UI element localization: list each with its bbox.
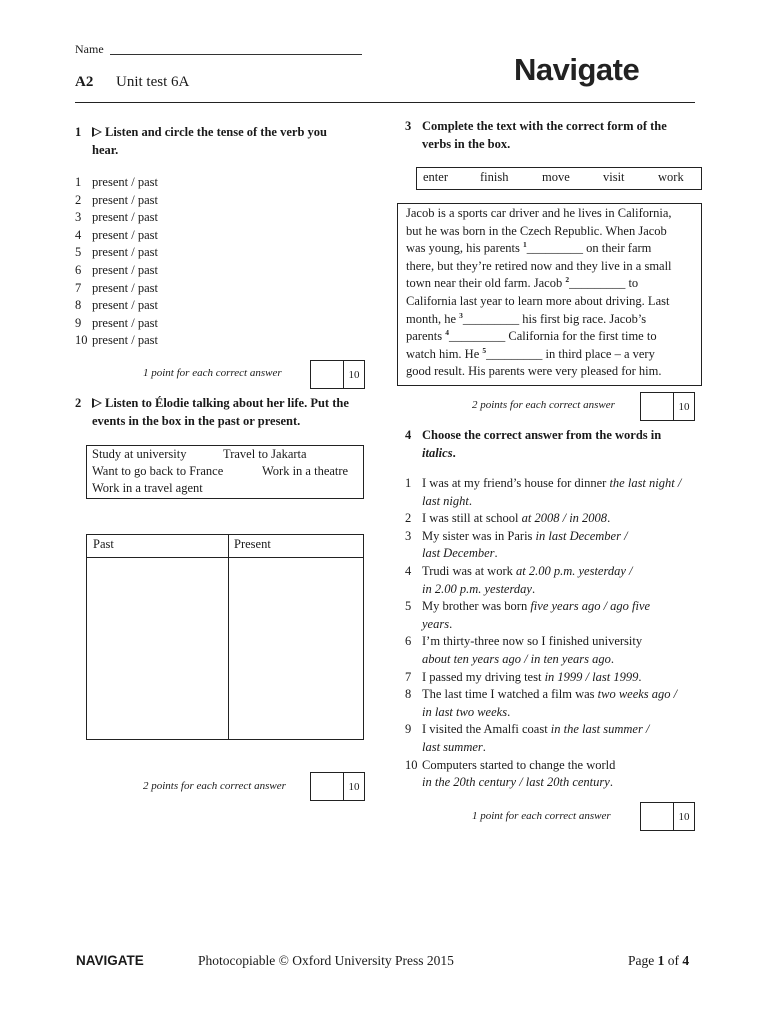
q1-points-note: 1 point for each correct answer xyxy=(143,367,282,379)
answer-options[interactable]: in the last summer / xyxy=(550,722,650,737)
answer-options[interactable]: the last night / xyxy=(609,476,682,490)
answer-options[interactable]: in last two weeks xyxy=(422,704,508,719)
present-column-header: Present xyxy=(234,537,271,551)
footer-page-number xyxy=(628,953,689,969)
q3-instruction-line2: verbs in the box. xyxy=(422,137,511,151)
q1-score-input[interactable] xyxy=(311,361,344,388)
item-text xyxy=(422,598,650,616)
item-text xyxy=(422,704,510,722)
q2-instruction-line2: events in the box in the past or present. xyxy=(92,414,301,428)
list-item xyxy=(75,192,275,210)
sentence-end: . xyxy=(638,669,642,684)
item-text xyxy=(422,545,498,563)
footer-brand: NAVIGATE xyxy=(76,953,144,968)
answer-gap[interactable]: _________ in third place – a very xyxy=(486,346,655,361)
item-options: present / past xyxy=(92,227,158,242)
q3-word: move xyxy=(542,170,570,184)
answer-options[interactable]: last night xyxy=(422,493,469,508)
sentence-text: The last time I watched a film was xyxy=(422,687,598,702)
sentence-end: . xyxy=(610,651,614,666)
gap-number: 5 xyxy=(482,345,487,355)
item-options: present / past xyxy=(92,315,158,330)
text-segment: good result. His parents were very pleased for him. xyxy=(406,364,662,379)
list-item xyxy=(75,315,275,333)
q1-number: 1 xyxy=(75,125,82,139)
text-segment: was young, his parents xyxy=(406,241,523,256)
item-text xyxy=(422,581,535,599)
sentence-text: My sister was in Paris xyxy=(422,528,536,543)
q4-instruction-italics: italics xyxy=(422,446,453,460)
answer-options[interactable]: in last December / xyxy=(535,528,628,543)
name-row xyxy=(75,42,362,57)
list-item xyxy=(405,563,705,581)
sentence-end: . xyxy=(468,493,473,508)
list-item xyxy=(405,545,705,563)
list-item xyxy=(75,280,275,298)
q4-score-max: 10 xyxy=(678,810,690,823)
audio-play-icon xyxy=(92,127,102,137)
sentence-text: My brother was born xyxy=(422,599,531,614)
item-text xyxy=(422,510,610,528)
q2-instruction-line1: Listen to Élodie talking about her life. Put the xyxy=(105,396,349,410)
text-line xyxy=(406,259,672,274)
text-segment: watch him. He xyxy=(406,346,483,361)
item-number: 6 xyxy=(405,634,412,649)
level-label: A2 xyxy=(75,74,94,90)
item-text xyxy=(422,475,681,493)
q4-points-note: 1 point for each correct answer xyxy=(472,810,611,822)
answer-options[interactable]: at 2.00 p.m. yesterday / xyxy=(515,563,633,578)
list-item xyxy=(75,297,275,315)
item-number: 8 xyxy=(75,298,82,313)
item-options: present / past xyxy=(92,192,158,207)
sentence-end: . xyxy=(449,616,453,631)
present-answer-area[interactable] xyxy=(229,558,363,739)
page-current: 1 xyxy=(657,953,665,968)
item-text xyxy=(422,669,641,687)
item-text xyxy=(422,616,452,634)
item-text xyxy=(422,721,649,739)
answer-options[interactable]: years xyxy=(422,616,450,631)
answer-gap[interactable]: _________ on their farm xyxy=(526,241,652,256)
list-item xyxy=(405,669,705,687)
sentence-end: . xyxy=(507,704,511,719)
answer-options[interactable]: in 1999 / last 1999 xyxy=(544,669,639,684)
item-number: 4 xyxy=(75,227,82,242)
item-text xyxy=(422,739,486,757)
q1-item-list xyxy=(75,174,275,350)
sentence-end: . xyxy=(494,546,498,561)
item-number: 9 xyxy=(75,315,82,330)
list-item xyxy=(75,174,275,192)
list-item xyxy=(405,721,705,739)
item-number: 9 xyxy=(405,722,412,737)
q2-past-present-table xyxy=(86,534,364,740)
item-number: 10 xyxy=(405,757,418,772)
sentence-text: Computers started to change the world xyxy=(422,757,616,772)
answer-options[interactable]: last December xyxy=(422,546,495,561)
list-item xyxy=(75,244,275,262)
text-segment: but he was born in the Czech Republic. When Jacob xyxy=(406,223,667,238)
audio-play-icon xyxy=(92,398,102,408)
answer-options[interactable]: last summer xyxy=(422,739,483,754)
item-text xyxy=(422,633,642,651)
item-text xyxy=(422,651,614,669)
gap-number: 1 xyxy=(523,240,527,250)
q1-instruction-line1: Listen and circle the tense of the verb you xyxy=(105,125,327,139)
answer-options[interactable]: five years ago / ago five xyxy=(530,599,651,614)
text-line xyxy=(406,294,669,309)
unit-title: Unit test 6A xyxy=(116,74,190,90)
list-item xyxy=(405,493,705,511)
item-options: present / past xyxy=(92,298,158,313)
q2-points-note: 2 points for each correct answer xyxy=(143,780,286,792)
list-item xyxy=(405,633,705,651)
sentence-end: . xyxy=(609,775,613,790)
item-text xyxy=(422,774,613,792)
page-total: 4 xyxy=(682,953,690,968)
q4-number: 4 xyxy=(405,428,412,442)
answer-options[interactable]: at 2008 / in 2008 xyxy=(521,511,608,526)
q3-score-input[interactable] xyxy=(641,393,674,420)
text-line xyxy=(406,312,646,327)
q3-heading xyxy=(405,117,705,153)
page-of: of xyxy=(664,953,683,968)
item-number: 10 xyxy=(75,333,88,348)
list-item xyxy=(405,686,705,704)
text-line xyxy=(406,206,672,221)
text-segment: Jacob is a sports car driver and he lives in California, xyxy=(406,206,672,220)
q4-score-box xyxy=(640,802,695,831)
brand-logo: Navigate xyxy=(514,52,640,87)
list-item xyxy=(75,262,275,280)
table-header xyxy=(87,535,363,558)
q2-events-box xyxy=(86,445,364,499)
item-number: 5 xyxy=(405,599,412,614)
text-line xyxy=(406,329,657,344)
sentence-end: . xyxy=(482,739,486,754)
footer-copyright: Photocopiable © Oxford University Press 2015 xyxy=(198,953,454,968)
item-options: present / past xyxy=(92,280,158,295)
q4-score-input[interactable] xyxy=(641,803,674,830)
gap-number: 4 xyxy=(445,328,449,338)
item-number: 1 xyxy=(405,476,412,490)
answer-options[interactable]: two weeks ago / xyxy=(597,687,678,702)
sentence-text: I was still at school xyxy=(422,511,522,526)
item-number: 2 xyxy=(75,192,82,207)
q3-word: work xyxy=(658,170,684,184)
q2-score-max: 10 xyxy=(348,780,360,793)
sentence-end: . xyxy=(607,511,611,526)
item-options: present / past xyxy=(92,333,158,348)
text-line xyxy=(406,241,651,256)
answer-options[interactable]: about ten years ago / in ten years ago xyxy=(422,651,611,666)
q2-event: Work in a theatre xyxy=(262,464,349,478)
answer-options[interactable]: in the 20th century / last 20th century xyxy=(422,775,610,790)
item-text xyxy=(422,493,472,511)
item-number: 5 xyxy=(75,245,82,260)
q3-score-box xyxy=(640,392,695,421)
header-divider xyxy=(75,102,695,103)
q3-word: finish xyxy=(480,170,509,184)
list-item xyxy=(405,651,705,669)
q1-heading xyxy=(75,123,375,159)
sentence-text: I visited the Amalfi coast xyxy=(422,722,551,737)
q3-word: enter xyxy=(423,170,448,184)
q1-score-max: 10 xyxy=(348,368,360,381)
q2-event: Study at university xyxy=(92,447,187,461)
text-segment: month, he xyxy=(406,311,460,326)
q3-word-box xyxy=(416,167,702,190)
page-prefix: Page xyxy=(628,953,658,968)
q3-score-max: 10 xyxy=(678,400,690,413)
sentence-text: Trudi was at work xyxy=(422,563,516,578)
item-number: 4 xyxy=(405,563,412,578)
text-line xyxy=(406,276,638,291)
item-number: 7 xyxy=(75,280,82,295)
item-number: 2 xyxy=(405,511,412,526)
list-item xyxy=(405,616,705,634)
item-text xyxy=(422,757,615,775)
q3-text-box xyxy=(397,203,702,386)
q4-instruction-line1: Choose the correct answer from the words in xyxy=(422,428,662,442)
list-item xyxy=(405,757,705,775)
q4-item-list xyxy=(405,475,705,792)
item-text xyxy=(422,563,633,581)
item-number: 6 xyxy=(75,262,82,277)
item-number: 3 xyxy=(405,528,412,543)
name-field-line[interactable] xyxy=(110,54,362,55)
text-segment: town near their old farm. Jacob xyxy=(406,276,566,291)
list-item xyxy=(405,704,705,722)
q1-score-box xyxy=(310,360,365,389)
text-segment: California last year to learn more about driving. Last xyxy=(406,294,670,308)
text-segment: there, but they’re retired now and they live in a small xyxy=(406,258,672,273)
q2-heading xyxy=(75,394,375,430)
q3-points-note: 2 points for each correct answer xyxy=(472,399,615,411)
q2-event: Travel to Jakarta xyxy=(223,447,307,461)
text-line xyxy=(406,347,655,362)
sentence-text: I was at my friend’s house for dinner xyxy=(422,476,610,490)
answer-gap[interactable]: _________ to xyxy=(569,276,639,291)
item-text xyxy=(422,528,628,546)
gap-number: 2 xyxy=(565,275,570,285)
gap-number: 3 xyxy=(459,310,463,320)
item-options: present / past xyxy=(92,175,158,189)
text-line xyxy=(406,224,667,239)
q2-score-box xyxy=(310,772,365,801)
q3-number: 3 xyxy=(405,119,412,133)
answer-gap[interactable]: _________ California for the first time to xyxy=(448,329,657,344)
list-item xyxy=(405,510,705,528)
item-number: 1 xyxy=(75,175,82,189)
q2-event: Work in a travel agent xyxy=(92,481,203,495)
name-label: Name xyxy=(75,42,104,56)
q2-event: Want to go back to France xyxy=(92,464,224,478)
q3-word: visit xyxy=(603,170,625,184)
list-item xyxy=(405,581,705,599)
item-number: 3 xyxy=(75,210,82,225)
past-column-header: Past xyxy=(93,537,114,551)
text-segment: parents xyxy=(406,329,446,344)
text-line xyxy=(406,364,661,379)
item-number: 7 xyxy=(405,669,412,684)
sentence-text: I passed my driving test xyxy=(422,669,545,684)
list-item xyxy=(75,209,275,227)
q1-instruction-line2: hear. xyxy=(92,143,119,157)
item-options: present / past xyxy=(92,245,158,260)
past-answer-area[interactable] xyxy=(87,558,227,739)
list-item xyxy=(405,598,705,616)
item-options: present / past xyxy=(92,210,158,225)
sentence-text: I’m thirty-three now so I finished university xyxy=(422,634,643,649)
list-item xyxy=(405,739,705,757)
item-number: 8 xyxy=(405,687,412,702)
item-options: present / past xyxy=(92,262,158,277)
list-item xyxy=(75,332,275,350)
item-text xyxy=(422,686,677,704)
q2-score-input[interactable] xyxy=(311,773,344,800)
list-item xyxy=(75,227,275,245)
q4-heading xyxy=(405,426,705,462)
list-item xyxy=(405,475,705,493)
list-item xyxy=(405,774,705,792)
q2-number: 2 xyxy=(75,396,82,410)
answer-gap[interactable]: _________ his first big race. Jacob’s xyxy=(462,311,647,326)
answer-options[interactable]: in 2.00 p.m. yesterday xyxy=(422,581,532,596)
list-item xyxy=(405,528,705,546)
q4-instruction-period: . xyxy=(452,446,456,460)
sentence-end: . xyxy=(531,581,536,596)
q3-instruction-line1: Complete the text with the correct form of the xyxy=(422,119,667,133)
